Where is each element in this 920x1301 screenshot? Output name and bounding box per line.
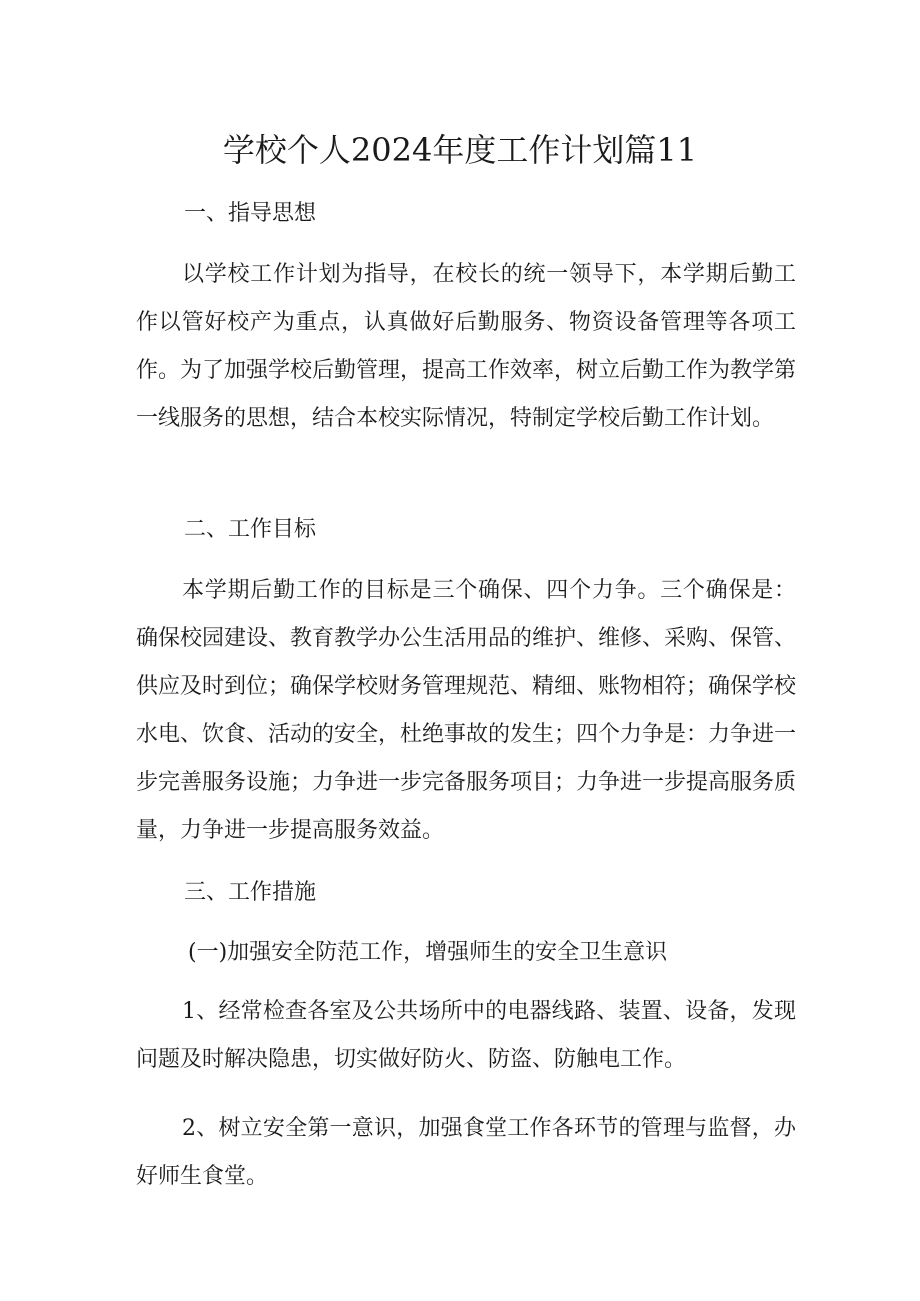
document-title: 学校个人2024年度工作计划篇11 bbox=[222, 131, 698, 169]
measure-item-2: 2、树立安全第一意识，加强食堂工作各环节的管理与监督，办好师生食堂。 bbox=[136, 1116, 796, 1189]
measure-item-1: 1、经常检查各室及公共场所中的电器线路、装置、设备，发现问题及时解决隐患，切实做好防火、防盗、防触电工作。 bbox=[136, 999, 796, 1072]
section-paragraph-work-goals: 本学期后勤工作的目标是三个确保、四个力争。三个确保是：确保校园建设、教育教学办公生活用品的维护、维修、采购、保管、供应及时到位；确保学校财务管理规范、精细、账物相符；确保学校水电、饮食、活动的安全，杜绝事故的发生；四个力争是：力争进一步完善服务设施；力争进一步完备服务项目；力争进一步提高服务质量，力争进一步提高服务效益。 bbox=[136, 578, 797, 843]
section-heading-work-goals: 二、工作目标 bbox=[184, 517, 317, 542]
section-subheading-safety: (一)加强安全防范工作，增强师生的安全卫生意识 bbox=[188, 940, 668, 965]
section-heading-guiding-ideology: 一、指导思想 bbox=[184, 201, 317, 226]
section-heading-work-measures: 三、工作措施 bbox=[184, 880, 317, 905]
section-paragraph-guiding-ideology: 以学校工作计划为指导，在校长的统一领导下，本学期后勤工作以管好校产为重点，认真做好后勤服务、物资设备管理等各项工作。为了加强学校后勤管理，提高工作效率，树立后勤工作为教学第一线服务的思想，结合本校实际情况，特制定学校后勤工作计划。 bbox=[136, 262, 797, 431]
